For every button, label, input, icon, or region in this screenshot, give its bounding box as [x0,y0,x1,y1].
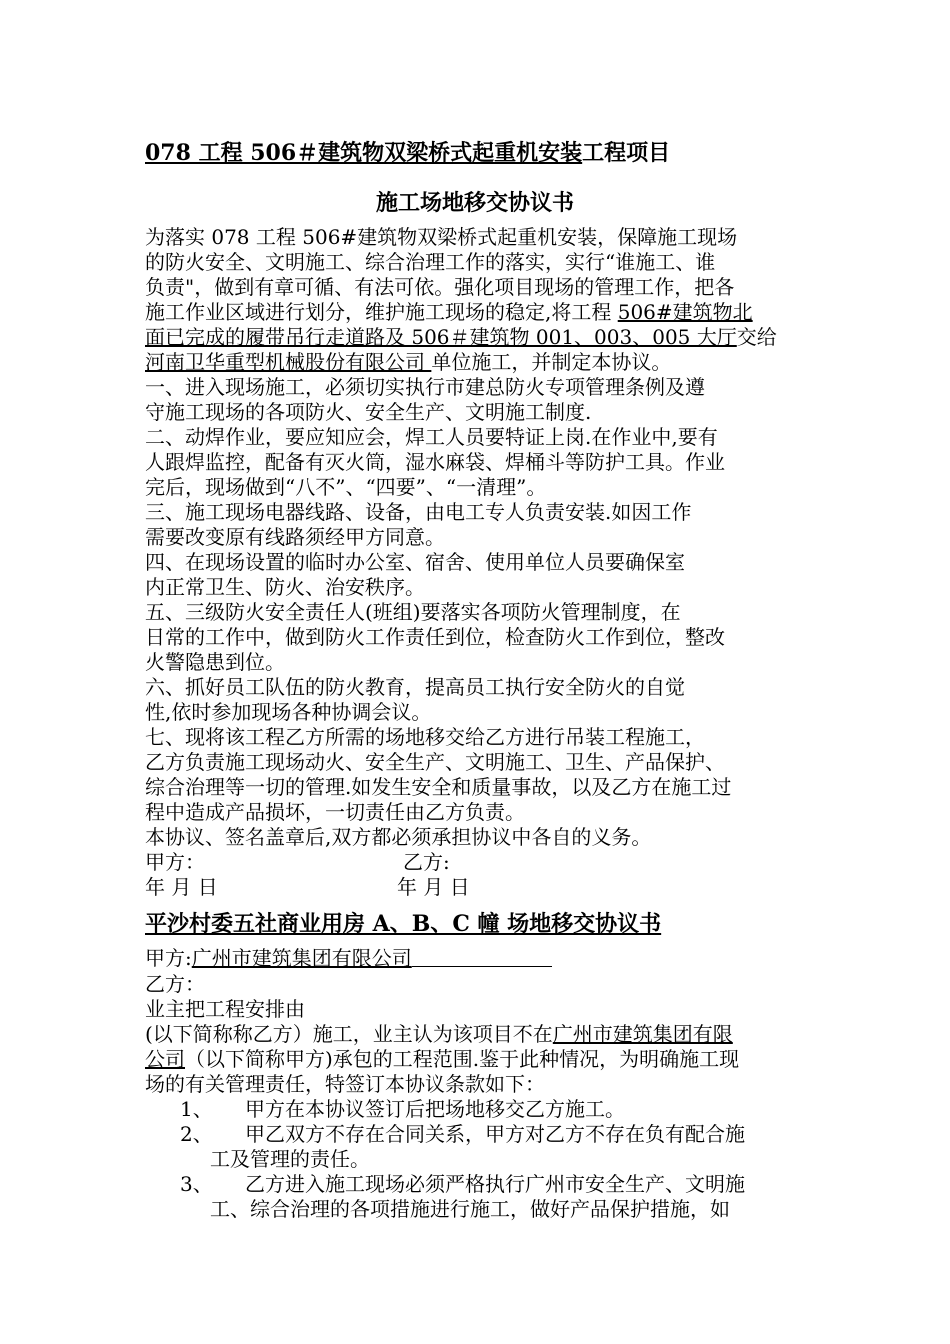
clause-line: 需要改变原有线路须经甲方同意。 [145,525,445,549]
party-b-line: 乙方： [145,972,205,996]
document-title [145,136,670,167]
party-b-label: 乙方: [403,850,450,874]
body-line [145,1022,733,1047]
title-tail: 工程项目 [582,140,671,166]
intro-text: 交给 [736,325,777,349]
party-a-label: 甲方: [145,946,192,970]
intro-line [145,300,753,325]
intro-line: 负责"，做到有章可循、有法可依。强化项目现场的管理工作，把各 [145,275,735,299]
intro-line [145,350,671,375]
intro-line [145,325,777,350]
document-subtitle: 施工场地移交协议书 [375,190,574,216]
party-a-name: 广州市建筑集团有限公司 [191,946,412,970]
item-text-continued: 工及管理的责任。 [210,1147,370,1171]
clause-line: 综合治理等一切的管理.如发生安全和质量事故，以及乙方在施工过 [145,775,732,799]
clause-line: 六、抓好员工队伍的防火教育，提高员工执行安全防火的自觉 [145,675,685,699]
intro-line: 的防火安全、文明施工、综合治理工作的落实，实行“谁施工、谁 [145,250,716,274]
company-underlined: 广州市建筑集团有限 [552,1022,733,1046]
body-text: （以下简称甲方)承包的工程范围.鉴于此种情况，为明确施工现 [185,1047,740,1071]
party-a-date: 年 月 日 [145,875,218,899]
intro-underlined-location: 面已完成的履带吊行走道路及 506＃建筑物 001、003、005 大厅 [145,325,737,349]
clause-line: 四、在现场设置的临时办公室、宿舍、使用单位人员要确保室 [145,550,685,574]
clause-line: 五、三级防火安全责任人(班组)要落实各项防火管理制度，在 [145,600,681,624]
party-a-blank [412,946,552,967]
intro-line: 为落实 078 工程 506#建筑物双梁桥式起重机安装，保障施工现场 [145,225,738,249]
clause-line: 七、现将该工程乙方所需的场地移交给乙方进行吊装工程施工， [145,725,705,749]
clause-line: 二、动焊作业，要应知应会，焊工人员要特证上岗.在作业中,要有 [145,425,718,449]
item-text-continued: 工、综合治理的各项措施进行施工，做好产品保护措施，如 [210,1197,730,1221]
body-line: 场的有关管理责任，特签订本协议条款如下： [145,1072,545,1096]
owner-line: 业主把工程安排由 [145,997,305,1021]
clause-line: 日常的工作中，做到防火工作责任到位，检查防火工作到位，整改 [145,625,725,649]
body-text: (以下简称称乙方）施工，业主认为该项目不在 [145,1022,553,1046]
clause-line: 完后，现场做到“八不”、“四要”、“一清理”。 [145,475,547,499]
clause-line: 性,依时参加现场各种协调会议。 [145,700,432,724]
clause-line: 乙方负责施工现场动火、安全生产、文明施工、卫生、产品保护、 [145,750,725,774]
party-a-label: 甲方： [145,850,205,874]
clause-line: 火警隐患到位。 [145,650,285,674]
clause-line: 本协议、签名盖章后,双方都必须承担协议中各自的义务。 [145,825,652,849]
item-text: 乙方进入施工现场必须严格执行广州市安全生产、文明施 [245,1172,745,1196]
intro-text: 单位施工，并制定本协议。 [431,350,672,374]
item-text: 甲乙双方不存在合同关系，甲方对乙方不存在负有配合施 [245,1122,745,1146]
item-number: 1、 [180,1097,213,1121]
party-b-date: 年 月 日 [397,875,470,899]
clause-line: 人跟焊监控，配备有灭火筒，湿水麻袋、焊桶斗等防护工具。作业 [145,450,725,474]
item-number: 2、 [180,1122,213,1146]
clause-line: 守施工现场的各项防火、安全生产、文明施工制度. [145,400,592,424]
clause-line: 一、进入现场施工，必须切实执行市建总防火专项管理条例及遵 [145,375,705,399]
intro-underlined-location: 506#建筑物北 [617,300,753,324]
party-a-line [145,946,552,971]
body-line [145,1047,739,1072]
intro-text: 施工作业区域进行划分，维护施工现场的稳定,将工程 [145,300,618,324]
second-agreement-title: 平沙村委五社商业用房 A、B、C 幢 场地移交协议书 [145,911,662,937]
clause-line: 内正常卫生、防火、治安秩序。 [145,575,425,599]
item-number: 3、 [180,1172,213,1196]
clause-line: 程中造成产品损坏，一切责任由乙方负责。 [145,800,525,824]
title-underlined-part: 078 工程 506＃建筑物双梁桥式起重机安装 [145,140,583,166]
item-text: 甲方在本协议签订后把场地移交乙方施工。 [245,1097,625,1121]
company-underlined: 公司 [145,1047,185,1071]
intro-underlined-company: 河南卫华重型机械股份有限公司 [145,350,432,374]
clause-line: 三、施工现场电器线路、设备，由电工专人负责安装.如因工作 [145,500,692,524]
